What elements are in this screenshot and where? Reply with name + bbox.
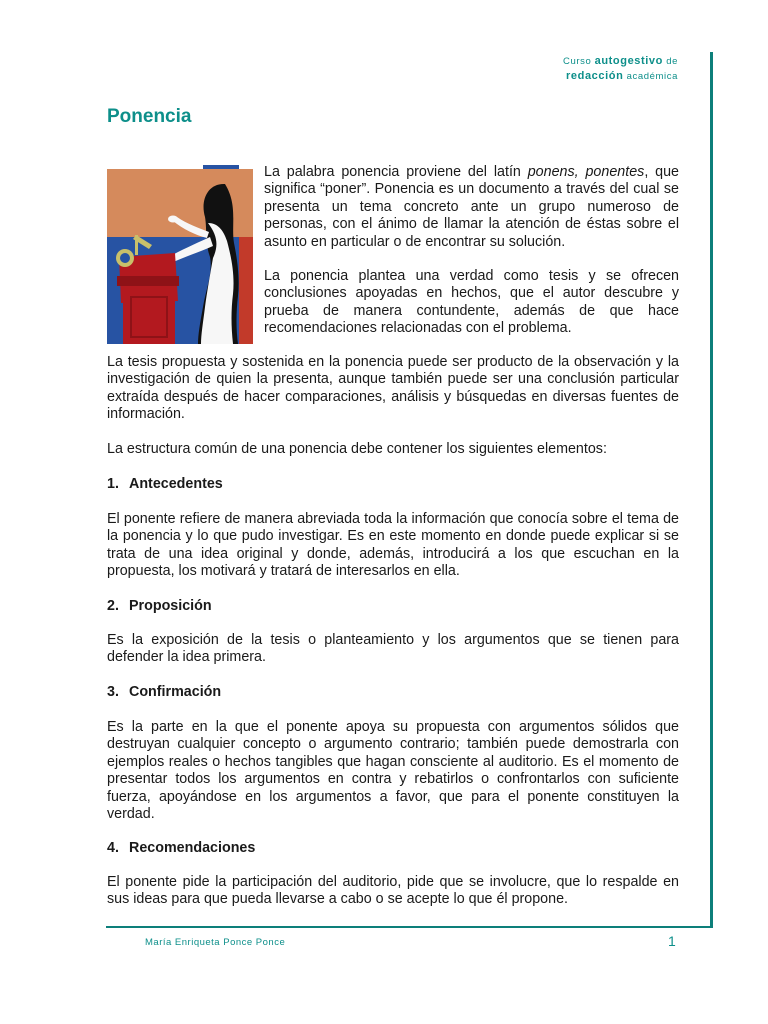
course-header-line-2 [563,69,678,84]
course-redaccion: redacción [566,70,624,82]
page-title: Ponencia [107,106,192,127]
right-border-line [710,52,713,928]
section-heading-recomendaciones: 4. Recomendaciones [107,840,256,856]
course-de: de [666,56,678,67]
course-academica: académica [626,71,678,82]
footer-author: María Enriqueta Ponce Ponce [145,937,286,948]
footer-divider-line [106,926,713,928]
course-header [563,54,678,84]
section-text-proposicion: Es la exposición de la tesis o planteamiento y los argumentos que se tienen para defender la idea primera. [107,632,679,666]
body-paragraph-structure: La estructura común de una ponencia debe contener los siguientes elementos: [107,441,607,457]
intro-paragraph-2: La ponencia plantea una verdad como tesis y se ofrecen conclusiones apoyadas en hechos, que el autor descubre y prueba de manera contundente, además de que hace recomendaciones relacionadas con el problema. [264,268,679,337]
section-heading-proposicion: 2. Proposición [107,598,212,614]
intro-paragraph-1: La palabra ponencia proviene del latín ponens, ponentes, que significa “poner”. Ponencia es un documento a través del cual se presenta un tema concreto ante un grupo numeroso de personas, con el ánimo de llamar la atención de éstas sobre el asunto en particular o de encontrar su solución. [264,164,679,250]
latin-term: ponens, ponentes [527,164,645,180]
section-text-antecedentes: El ponente refiere de manera abreviada toda la información que conocía sobre el tema de la ponencia y lo que pudo investigar. Es en este momento en donde puede explicar si se trata de una idea original y donde, además, introducirá a los que escuchan en la propuesta, los motivará y tratará de interesarlos en ella. [107,511,679,580]
page-number: 1 [668,933,676,949]
section-heading-antecedentes: 1. Antecedentes [107,476,223,492]
body-paragraph-thesis: La tesis propuesta y sostenida en la ponencia puede ser producto de la observación y la investigación de quien la presenta, aunque también puede ser una conclusión particular extraída después de hacer comparaciones, análisis y búsquedas en diversas fuentes de información. [107,354,679,423]
course-header-line-1 [563,54,678,69]
section-text-confirmacion: Es la parte en la que el ponente apoya su propuesta con argumentos sólidos que destruyan cualquier concepto o argumento contrario; también puede demostrarla con ejemplos reales o hechos tangibles que hagan consciente al auditorio. Es el momento de presentar todos los argumentos en contra y rebatirlos o confrontarlos con suficiente fuerza, apoyándose en los argumentos a favor, que para el ponente constituyen la verdad. [107,719,679,823]
section-text-recomendaciones: El ponente pide la participación del auditorio, pide que se involucre, que lo respalde en sus ideas para que pueda llevarse a cabo o se acepte lo que él propone. [107,874,679,908]
course-autogestivo: autogestivo [594,55,663,67]
speaker-at-podium-illustration [107,165,253,344]
course-word: Curso [563,56,592,67]
section-heading-confirmacion: 3. Confirmación [107,684,222,700]
